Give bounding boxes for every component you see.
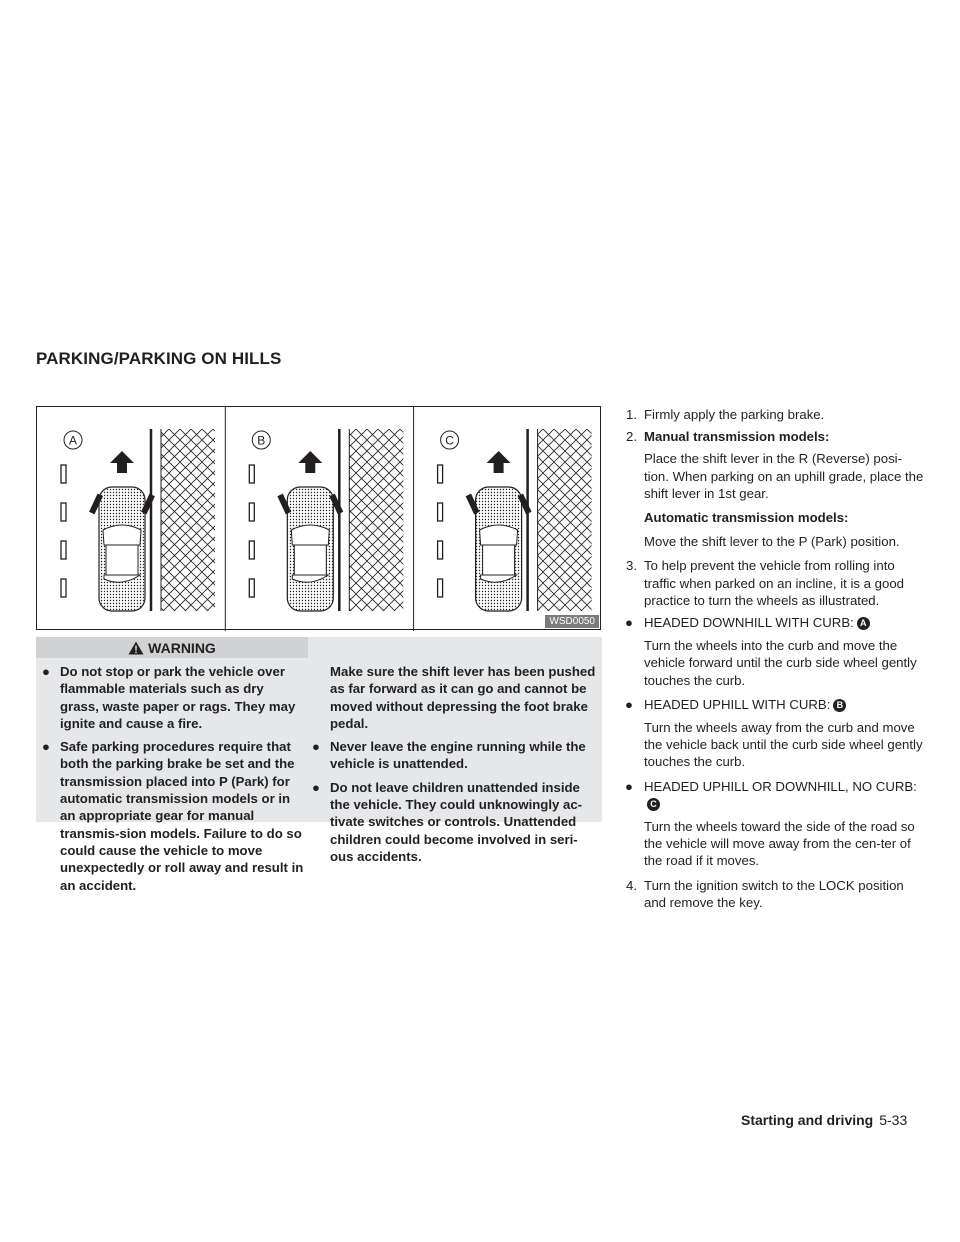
footer-section: Starting and driving [741,1112,874,1128]
warning-text-4: Do not leave children unattended inside the vehicle. They could unknowingly ac-tivate switches or controls. Unattended children could become involved in seri-ous accidents. [330,779,583,864]
warning-triangle-icon [128,641,144,655]
lane-dash [438,579,443,597]
curb-area [161,429,215,611]
bullet-dot: ● [625,778,633,794]
uphill-curb-heading [620,696,925,713]
warning-continuation [312,663,598,732]
warning-text-3: Never leave the engine running while the vehicle is unattended. [330,739,586,772]
step-number: 4. [626,877,637,893]
car-roof [483,545,515,575]
step-3 [620,557,925,609]
direction-arrow-icon [110,451,134,473]
step-text: Turn the ignition switch to the LOCK position and remove the key. [644,877,904,910]
marker-b-icon: B [833,699,846,712]
bullet-dot: ● [42,739,50,755]
car-windshield [480,525,518,545]
bullet-dot: ● [42,664,50,679]
step-number: 1. [626,407,637,422]
warning-left-column [42,663,306,900]
downhill-curb-heading [620,614,925,631]
lane-dash [61,579,66,597]
bullet-dot: ● [625,615,633,631]
lane-dash [438,541,443,559]
uphill-curb-text: Turn the wheels away from the curb and move the vehicle back until the curb side wheel gently touches the curb. [644,720,923,770]
heading-text: HEADED DOWNHILL WITH CURB: [644,615,854,631]
step-2 [620,428,925,445]
no-curb-text: Turn the wheels toward the side of the road so the vehicle will move away from the cen-ter of the road if it moves. [644,819,915,869]
bullet-dot: ● [312,779,320,795]
car-roof [106,545,138,575]
lane-dash [438,503,443,521]
warning-continuation-text: Make sure the shift lever has been pushed as far forward as it can go and cannot be moved without depressing the foot brake pedal. [330,664,596,731]
warning-right-column [312,663,598,871]
panel-label: C [445,433,454,448]
step-text: Firmly apply the parking brake. [644,407,825,422]
panel-label: A [68,433,78,448]
warning-heading-text: WARNING [148,639,216,656]
lane-dash [61,503,66,521]
lane-dash [61,541,66,559]
car-roof [294,545,326,575]
marker-c-icon: C [647,798,660,811]
page-number: 5-33 [879,1112,908,1128]
no-curb-heading [620,778,925,812]
parking-diagram [37,407,602,631]
curb-area [538,429,592,611]
warning-text-1: Do not stop or park the vehicle over flammable materials such as dry grass, waste paper or rags. They may ignite and cause a fire. [60,664,296,731]
direction-arrow-icon [298,451,322,473]
manual-text: Place the shift lever in the R (Reverse) posi-tion. When parking on an uphill grade, place the shift lever in 1st gear. [644,451,924,501]
step-4 [620,877,925,911]
step-text: To help prevent the vehicle from rolling into traffic when parked on an incline, it is a good practice to turn the wheels as illustrated. [644,558,905,608]
warning-bullet-2 [42,738,306,894]
car-windshield [291,525,329,545]
heading-text: HEADED UPHILL WITH CURB: [644,696,831,712]
automatic-text: Move the shift lever to the P (Park) position. [644,534,900,550]
step-number: 2. [626,429,637,445]
automatic-heading: Automatic transmission models: [644,510,849,526]
lane-dash [249,541,254,559]
curb-area [349,429,403,611]
bullet-dot: ● [625,696,633,712]
figure-code: WSD0050 [545,615,599,628]
lane-dash [249,503,254,521]
section-title: PARKING/PARKING ON HILLS [36,349,282,368]
lane-dash [61,465,66,483]
warning-text-2: Safe parking procedures require that both the parking brake be set and the transmission placed into P (Park) for automatic transmission models or in an appropriate gear for manual transmis-sion models. Failure to do so could cause the vehicle to move unexpectedly or roll away and result in an accident. [60,739,304,893]
page-footer [741,1112,907,1128]
manual-heading: Manual transmission models: [644,429,830,445]
car-windshield [103,525,141,545]
downhill-curb-text: Turn the wheels into the curb and move the vehicle forward until the curb side wheel gently touches the curb. [644,638,917,688]
heading-text: HEADED UPHILL OR DOWNHILL, NO CURB: [644,778,917,794]
marker-a-icon: A [857,617,870,630]
warning-bullet-3 [312,738,598,773]
lane-dash [438,465,443,483]
lane-dash [249,579,254,597]
panel-label: B [257,433,266,448]
lane-dash [249,465,254,483]
parking-steps [620,406,925,916]
warning-bullet-1 [42,663,306,732]
step-number: 3. [626,558,637,574]
direction-arrow-icon [487,451,511,473]
parking-illustration [36,406,601,630]
step-1 [620,406,925,423]
bullet-dot: ● [312,739,320,755]
warning-heading [36,637,308,658]
warning-bullet-4 [312,779,598,865]
